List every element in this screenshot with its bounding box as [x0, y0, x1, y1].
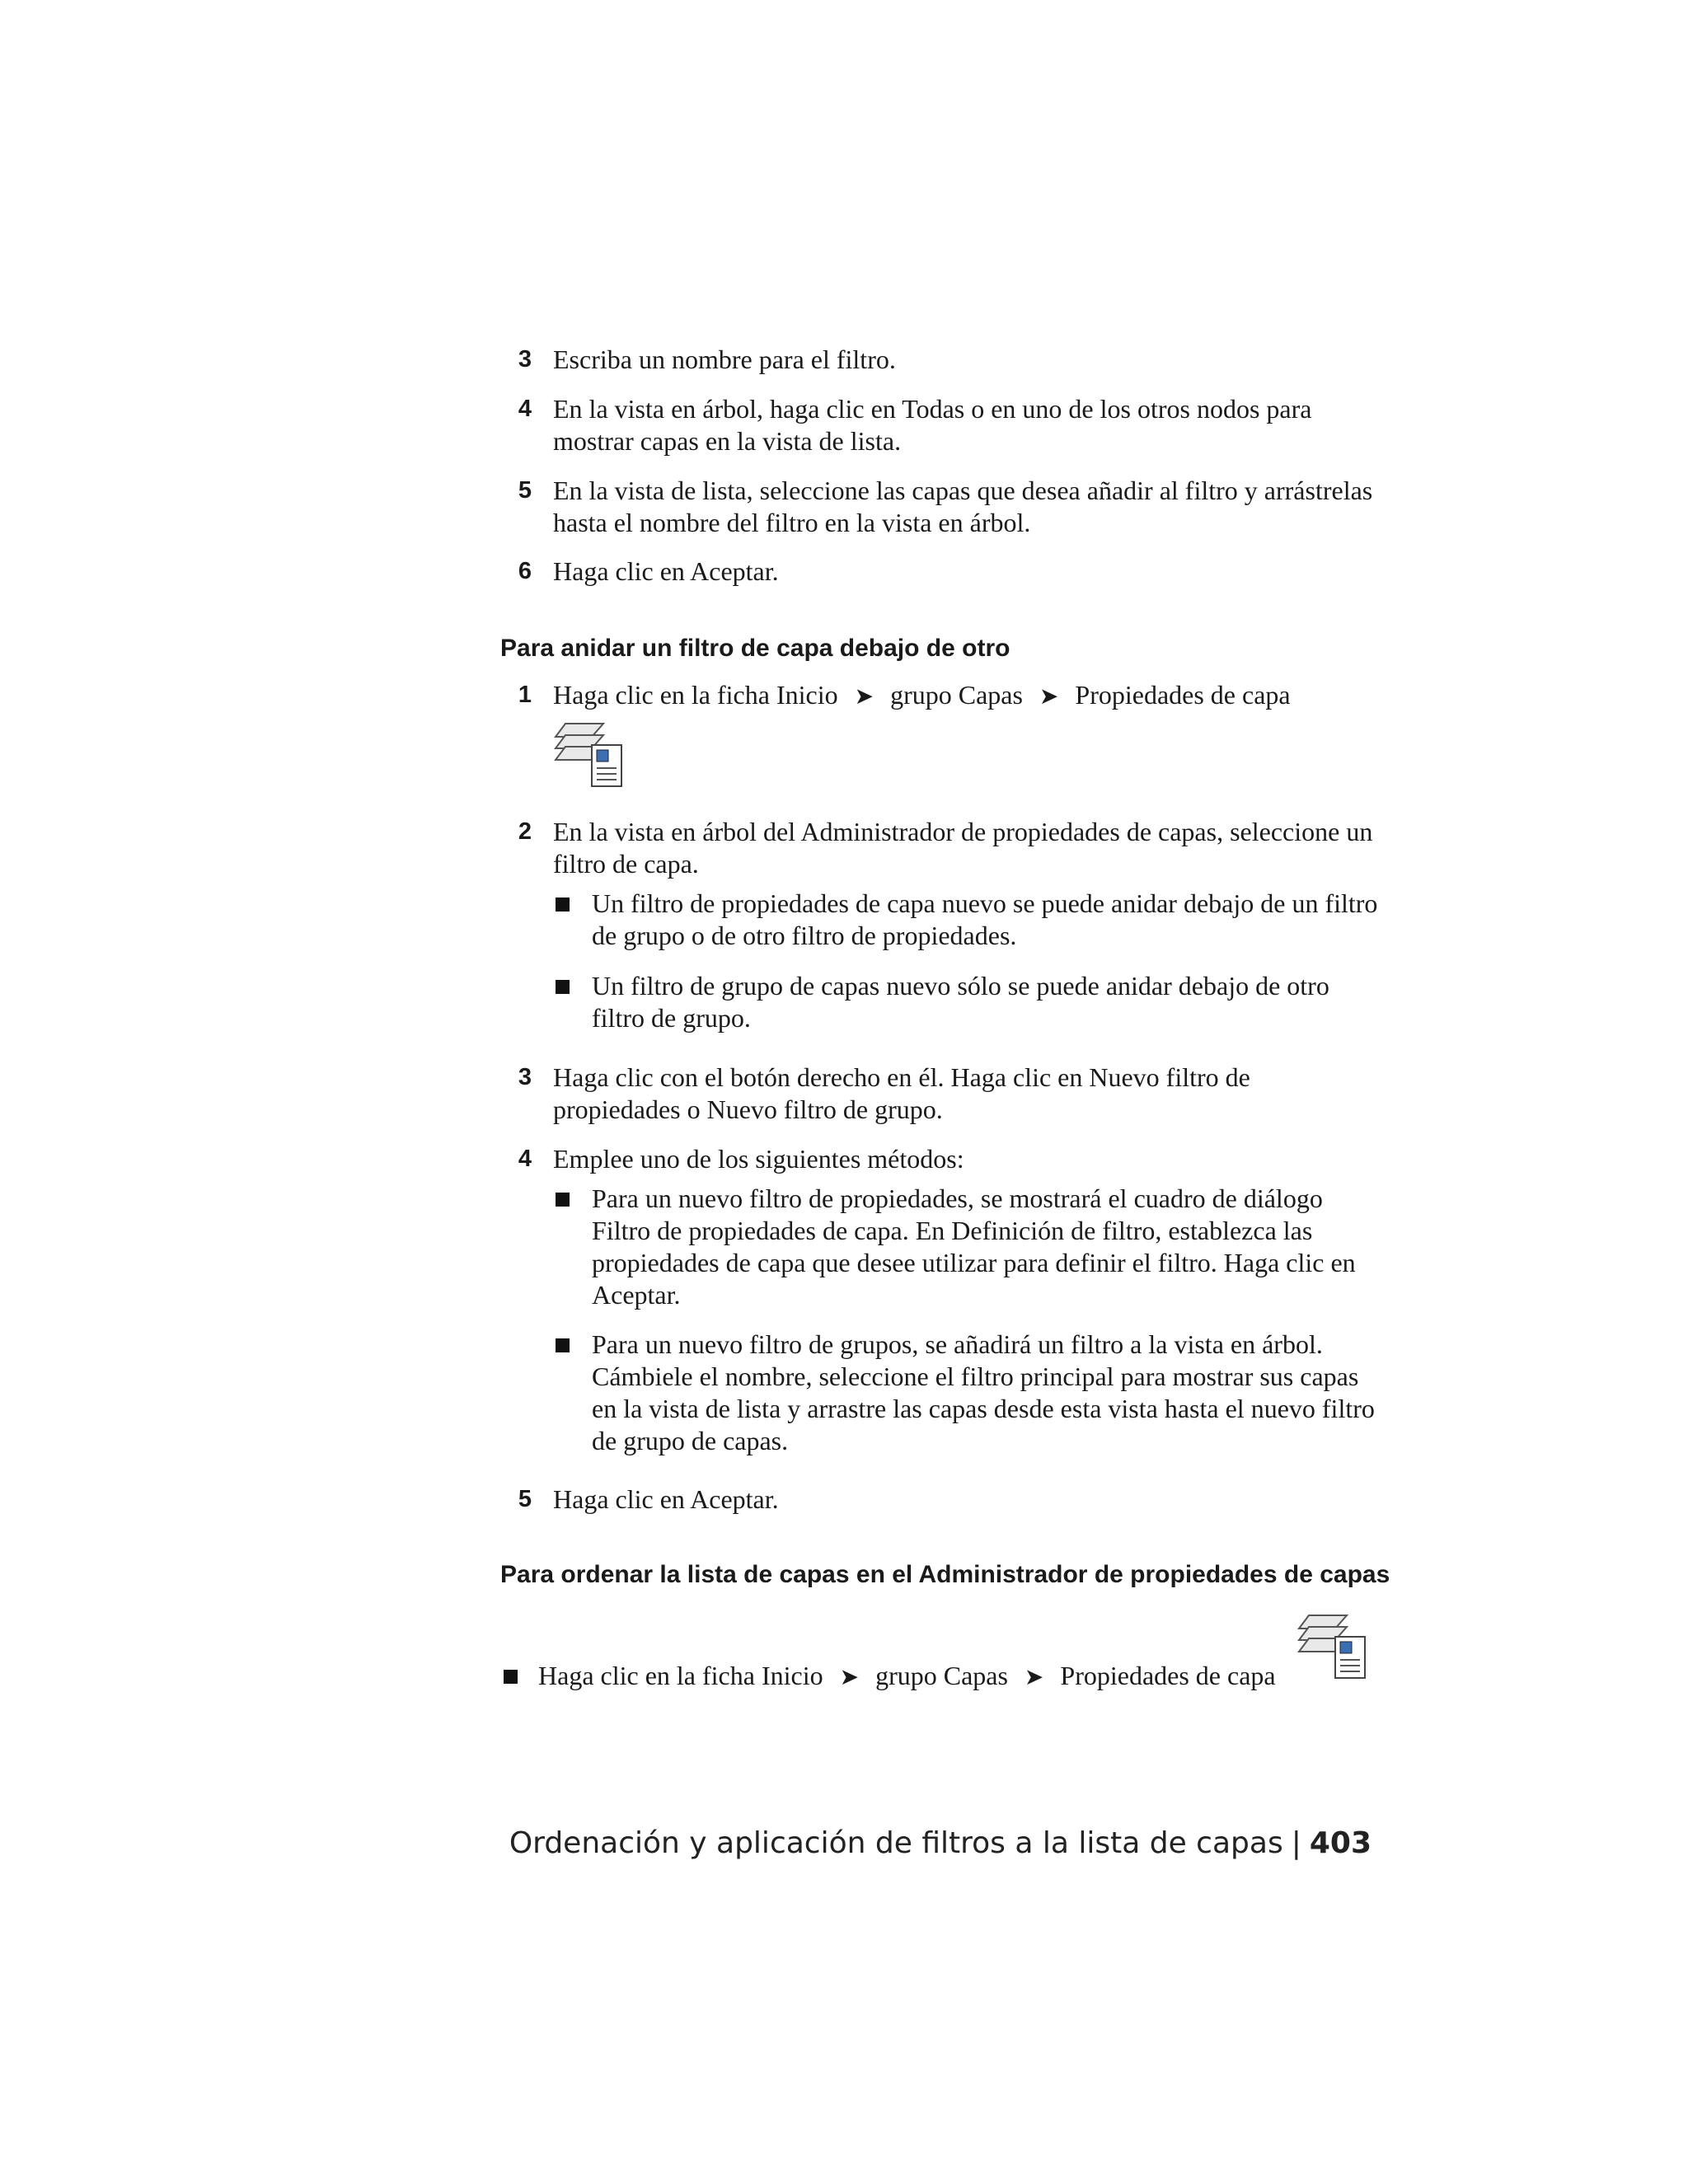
bullet-item [552, 970, 1385, 1034]
step-number: 5 [518, 1486, 532, 1512]
footer-title: Ordenación y aplicación de filtros a la lista de capas [509, 1826, 1283, 1860]
step-number: 3 [518, 346, 532, 373]
bullet-square-icon [556, 898, 570, 912]
step-3b [515, 1062, 1381, 1126]
step-4a [515, 393, 1381, 457]
step-5b [515, 1483, 1381, 1516]
step-number: 4 [518, 396, 532, 422]
step-text: Haga clic en Aceptar. [553, 1484, 779, 1514]
step-number: 4 [518, 1146, 532, 1172]
nav-command: Propiedades de capa [1060, 1661, 1276, 1690]
bullet-text [538, 1660, 1308, 1694]
step-text: Haga clic con el botón derecho en él. Haga clic en Nuevo filtro de propiedades o Nuevo filtro de grupo. [553, 1062, 1250, 1124]
layer-properties-icon [554, 715, 630, 791]
step-1b [515, 679, 1381, 713]
bullet-item [552, 888, 1385, 952]
bullet-square-icon [504, 1670, 518, 1684]
step-text: En la vista en árbol, haga clic en Todas o en uno de los otros nodos para mostrar capas en la vista de lista. [553, 394, 1312, 456]
step-6a [515, 555, 1381, 588]
page-number: 403 [1309, 1826, 1372, 1860]
bullet-item [500, 1660, 1308, 1694]
bullet-square-icon [556, 1193, 570, 1207]
section-heading-nest: Para anidar un filtro de capa debajo de otro [500, 635, 1010, 662]
step-number: 5 [518, 477, 532, 504]
step-4b [515, 1143, 1381, 1175]
nav-ribbon-tab: Haga clic en la ficha Inicio [538, 1661, 823, 1690]
footer-separator: | [1291, 1826, 1301, 1860]
step-text: Escriba un nombre para el filtro. [553, 344, 896, 374]
page-footer [509, 1825, 1372, 1862]
bullet-text: Un filtro de grupo de capas nuevo sólo se puede anidar debajo de otro filtro de grupo. [592, 971, 1329, 1033]
step-text [553, 679, 1381, 713]
step-2b [515, 816, 1381, 880]
nav-panel: grupo Capas [875, 1661, 1008, 1690]
step-number: 3 [518, 1064, 532, 1090]
step-number: 2 [518, 818, 532, 845]
step-3a [515, 344, 1381, 376]
arrow-icon: ➤ [1039, 684, 1059, 710]
step-text: Emplee uno de los siguientes métodos: [553, 1144, 964, 1174]
arrow-icon: ➤ [854, 684, 874, 710]
bullet-item [552, 1183, 1385, 1311]
bullet-text: Para un nuevo filtro de propiedades, se mostrará el cuadro de diálogo Filtro de propiedades de capa. En Definición de filtro, establezca las propiedades de capa que desee utilizar para definir el filtro. Haga clic en Aceptar. [592, 1183, 1356, 1310]
step-text: En la vista en árbol del Administrador de propiedades de capas, seleccione un filtro de capa. [553, 817, 1373, 879]
step-number: 6 [518, 558, 532, 584]
step-text: En la vista de lista, seleccione las capas que desea añadir al filtro y arrástrelas hasta el nombre del filtro en la vista en árbol. [553, 476, 1373, 537]
bullet-square-icon [556, 1338, 570, 1352]
step-5a [515, 475, 1381, 539]
section-heading-sort: Para ordenar la lista de capas en el Administrador de propiedades de capas [500, 1561, 1390, 1588]
bullet-square-icon [556, 980, 570, 994]
step-number: 1 [518, 682, 532, 708]
nav-panel: grupo Capas [890, 680, 1023, 710]
bullet-item [552, 1329, 1385, 1457]
step-text: Haga clic en Aceptar. [553, 556, 779, 586]
bullet-text: Para un nuevo filtro de grupos, se añadirá un filtro a la vista en árbol. Cámbiele el nombre, seleccione el filtro principal para mostrar sus capas en la vista de lista y arrastre las capas desde esta vista hasta el nuevo filtro de grupo de capas. [592, 1329, 1375, 1455]
arrow-icon: ➤ [839, 1665, 860, 1690]
arrow-icon: ➤ [1024, 1665, 1044, 1690]
nav-command: Propiedades de capa [1075, 680, 1291, 710]
nav-ribbon-tab: Haga clic en la ficha Inicio [553, 680, 838, 710]
layer-properties-icon [1297, 1607, 1373, 1683]
bullet-text: Un filtro de propiedades de capa nuevo se puede anidar debajo de un filtro de grupo o de otro filtro de propiedades. [592, 888, 1378, 950]
